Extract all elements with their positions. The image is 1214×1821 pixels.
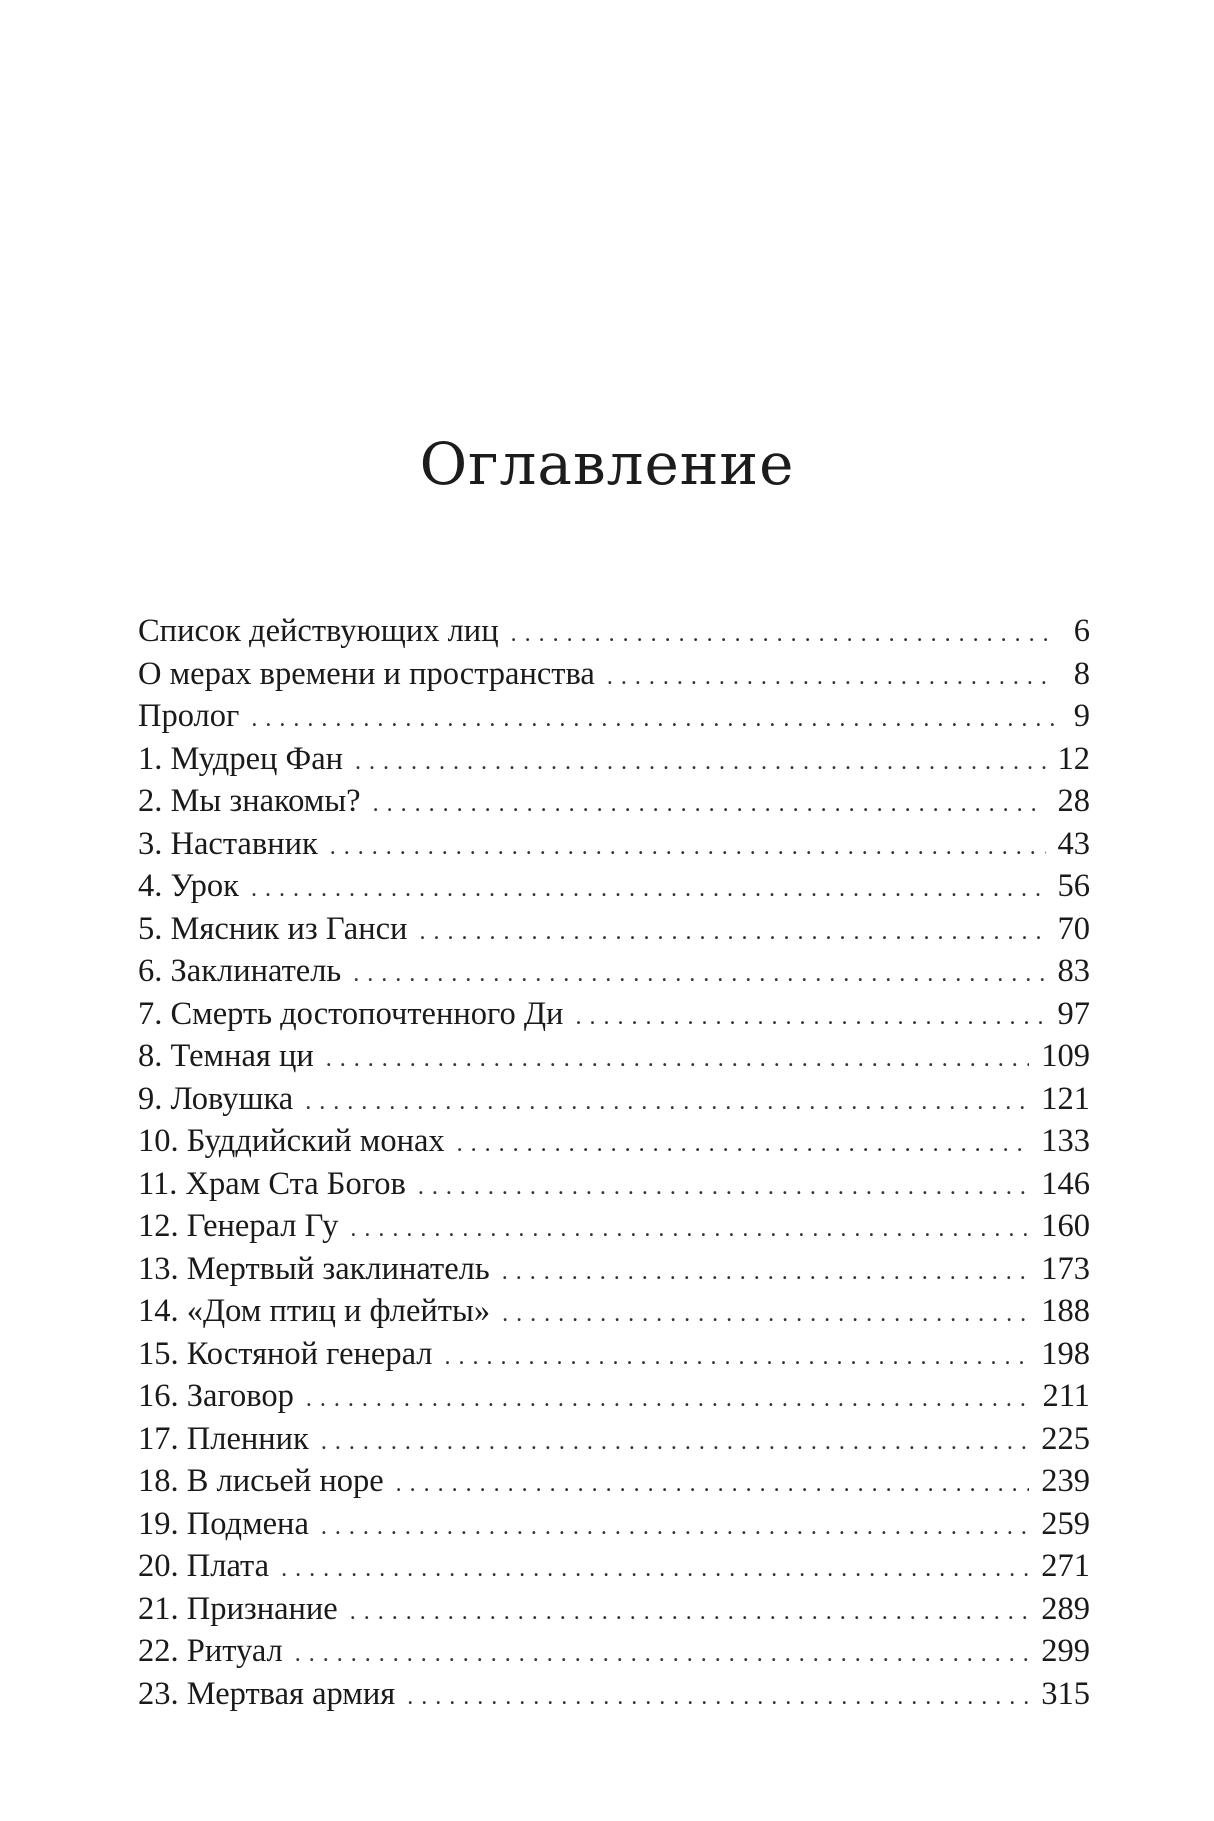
dot-leader — [326, 1038, 1029, 1081]
toc-entry-label: 10. Буддийский монах — [138, 1123, 445, 1159]
toc-entry — [138, 653, 1090, 696]
toc-entry — [138, 1035, 1090, 1078]
toc-entry-label: 4. Урок — [138, 868, 239, 904]
toc-entry-page-number: 315 — [1041, 1675, 1090, 1712]
dot-leader — [502, 1251, 1030, 1294]
dot-leader — [251, 698, 1054, 741]
toc-entry-page-number: 9 — [1073, 698, 1090, 734]
dot-leader — [419, 911, 1045, 954]
dot-leader — [396, 1463, 1030, 1506]
toc-entry — [138, 993, 1090, 1036]
toc-entry-page-number: 160 — [1041, 1208, 1090, 1244]
toc-entry-label: 21. Признание — [138, 1590, 338, 1627]
dot-leader — [418, 1166, 1029, 1209]
dot-leader — [407, 1676, 1029, 1719]
toc-entry-page-number: 12 — [1057, 740, 1090, 777]
toc-entry-label: 9. Ловушка — [138, 1080, 294, 1117]
toc-entry — [138, 1333, 1090, 1376]
table-of-contents — [138, 610, 1090, 1715]
toc-entry-page-number: 271 — [1041, 1548, 1090, 1584]
toc-entry-label: 19. Подмена — [138, 1505, 309, 1542]
toc-entry-label: 8. Темная ци — [138, 1038, 314, 1074]
toc-entry-page-number: 56 — [1057, 868, 1090, 904]
toc-entry-page-number: 8 — [1073, 655, 1090, 692]
toc-entry-page-number: 259 — [1041, 1505, 1090, 1542]
toc-entry — [138, 1120, 1090, 1163]
dot-leader — [607, 656, 1054, 699]
toc-entry — [138, 1163, 1090, 1206]
toc-entry — [138, 950, 1090, 993]
dot-leader — [355, 741, 1045, 784]
toc-entry-page-number: 225 — [1041, 1420, 1090, 1457]
toc-entry-label: 5. Мясник из Ганси — [138, 910, 408, 947]
dot-leader — [295, 1633, 1030, 1676]
dot-leader — [321, 1421, 1029, 1464]
toc-entry-label: 17. Пленник — [138, 1420, 309, 1457]
toc-entry-label: 20. Плата — [138, 1548, 270, 1584]
dot-leader — [251, 868, 1046, 911]
dot-leader — [305, 1081, 1029, 1124]
toc-entry-label: О мерах времени и пространства — [138, 655, 595, 692]
toc-entry — [138, 695, 1090, 738]
toc-entry-label: Список действующих лиц — [138, 613, 499, 649]
dot-leader — [350, 1591, 1030, 1634]
toc-entry-label: 1. Мудрец Фан — [138, 740, 344, 777]
toc-entry-page-number: 109 — [1041, 1038, 1090, 1074]
toc-entry-label: 14. «Дом птиц и флейты» — [138, 1293, 491, 1329]
toc-entry — [138, 1588, 1090, 1631]
toc-entry-page-number: 6 — [1073, 613, 1090, 649]
toc-entry — [138, 1630, 1090, 1673]
toc-entry — [138, 1248, 1090, 1291]
toc-entry — [138, 1375, 1090, 1418]
toc-entry-label: 16. Заговор — [138, 1378, 294, 1414]
toc-entry-page-number: 289 — [1041, 1590, 1090, 1627]
toc-entry-label: 23. Мертвая армия — [138, 1675, 396, 1712]
toc-entry — [138, 1418, 1090, 1461]
dot-leader — [321, 1506, 1029, 1549]
dot-leader — [445, 1336, 1030, 1379]
toc-entry — [138, 1545, 1090, 1588]
toc-entry-label: 7. Смерть достопочтенного Ди — [138, 995, 564, 1032]
toc-entry-label: 2. Мы знакомы? — [138, 783, 361, 819]
toc-entry-page-number: 299 — [1041, 1633, 1090, 1669]
dot-leader — [306, 1378, 1031, 1421]
dot-leader — [457, 1123, 1030, 1166]
toc-entry-page-number: 211 — [1042, 1378, 1090, 1414]
dot-leader — [502, 1293, 1029, 1336]
toc-entry — [138, 1205, 1090, 1248]
toc-entry-label: Пролог — [138, 698, 240, 734]
toc-entry — [138, 1460, 1090, 1503]
dot-leader — [330, 826, 1046, 869]
toc-entry-label: 15. Костяной генерал — [138, 1335, 433, 1372]
toc-entry — [138, 1290, 1090, 1333]
toc-entry-page-number: 198 — [1041, 1335, 1090, 1372]
toc-entry-label: 22. Ритуал — [138, 1633, 283, 1669]
toc-entry — [138, 1673, 1090, 1716]
toc-entry-page-number: 28 — [1057, 783, 1090, 819]
toc-entry-page-number: 146 — [1041, 1165, 1090, 1202]
toc-entry — [138, 1503, 1090, 1546]
toc-entry-label: 18. В лисьей норе — [138, 1463, 384, 1499]
toc-entry-page-number: 83 — [1057, 953, 1090, 989]
toc-entry — [138, 823, 1090, 866]
toc-entry — [138, 780, 1090, 823]
dot-leader — [353, 953, 1045, 996]
toc-entry-page-number: 239 — [1041, 1463, 1090, 1499]
page-title: Оглавление — [419, 430, 795, 498]
dot-leader — [281, 1548, 1029, 1591]
toc-entry-label: 6. Заклинатель — [138, 953, 342, 989]
dot-leader — [350, 1208, 1029, 1251]
toc-entry-label: 11. Храм Ста Богов — [138, 1165, 406, 1202]
dot-leader — [373, 783, 1046, 826]
dot-leader — [575, 996, 1045, 1039]
toc-entry — [138, 865, 1090, 908]
toc-entry — [138, 738, 1090, 781]
toc-entry-page-number: 43 — [1057, 825, 1090, 862]
toc-entry-label: 13. Мертвый заклинатель — [138, 1250, 490, 1287]
toc-entry-page-number: 121 — [1041, 1080, 1090, 1117]
toc-entry — [138, 1078, 1090, 1121]
toc-entry-page-number: 70 — [1057, 910, 1090, 947]
toc-entry-page-number: 97 — [1057, 995, 1090, 1032]
toc-entry-label: 3. Наставник — [138, 825, 318, 862]
toc-entry — [138, 908, 1090, 951]
toc-entry-page-number: 173 — [1041, 1250, 1090, 1287]
toc-entry — [138, 610, 1090, 653]
toc-entry-label: 12. Генерал Гу — [138, 1208, 339, 1244]
toc-entry-page-number: 133 — [1041, 1123, 1090, 1159]
dot-leader — [511, 613, 1054, 656]
toc-entry-page-number: 188 — [1041, 1293, 1090, 1329]
